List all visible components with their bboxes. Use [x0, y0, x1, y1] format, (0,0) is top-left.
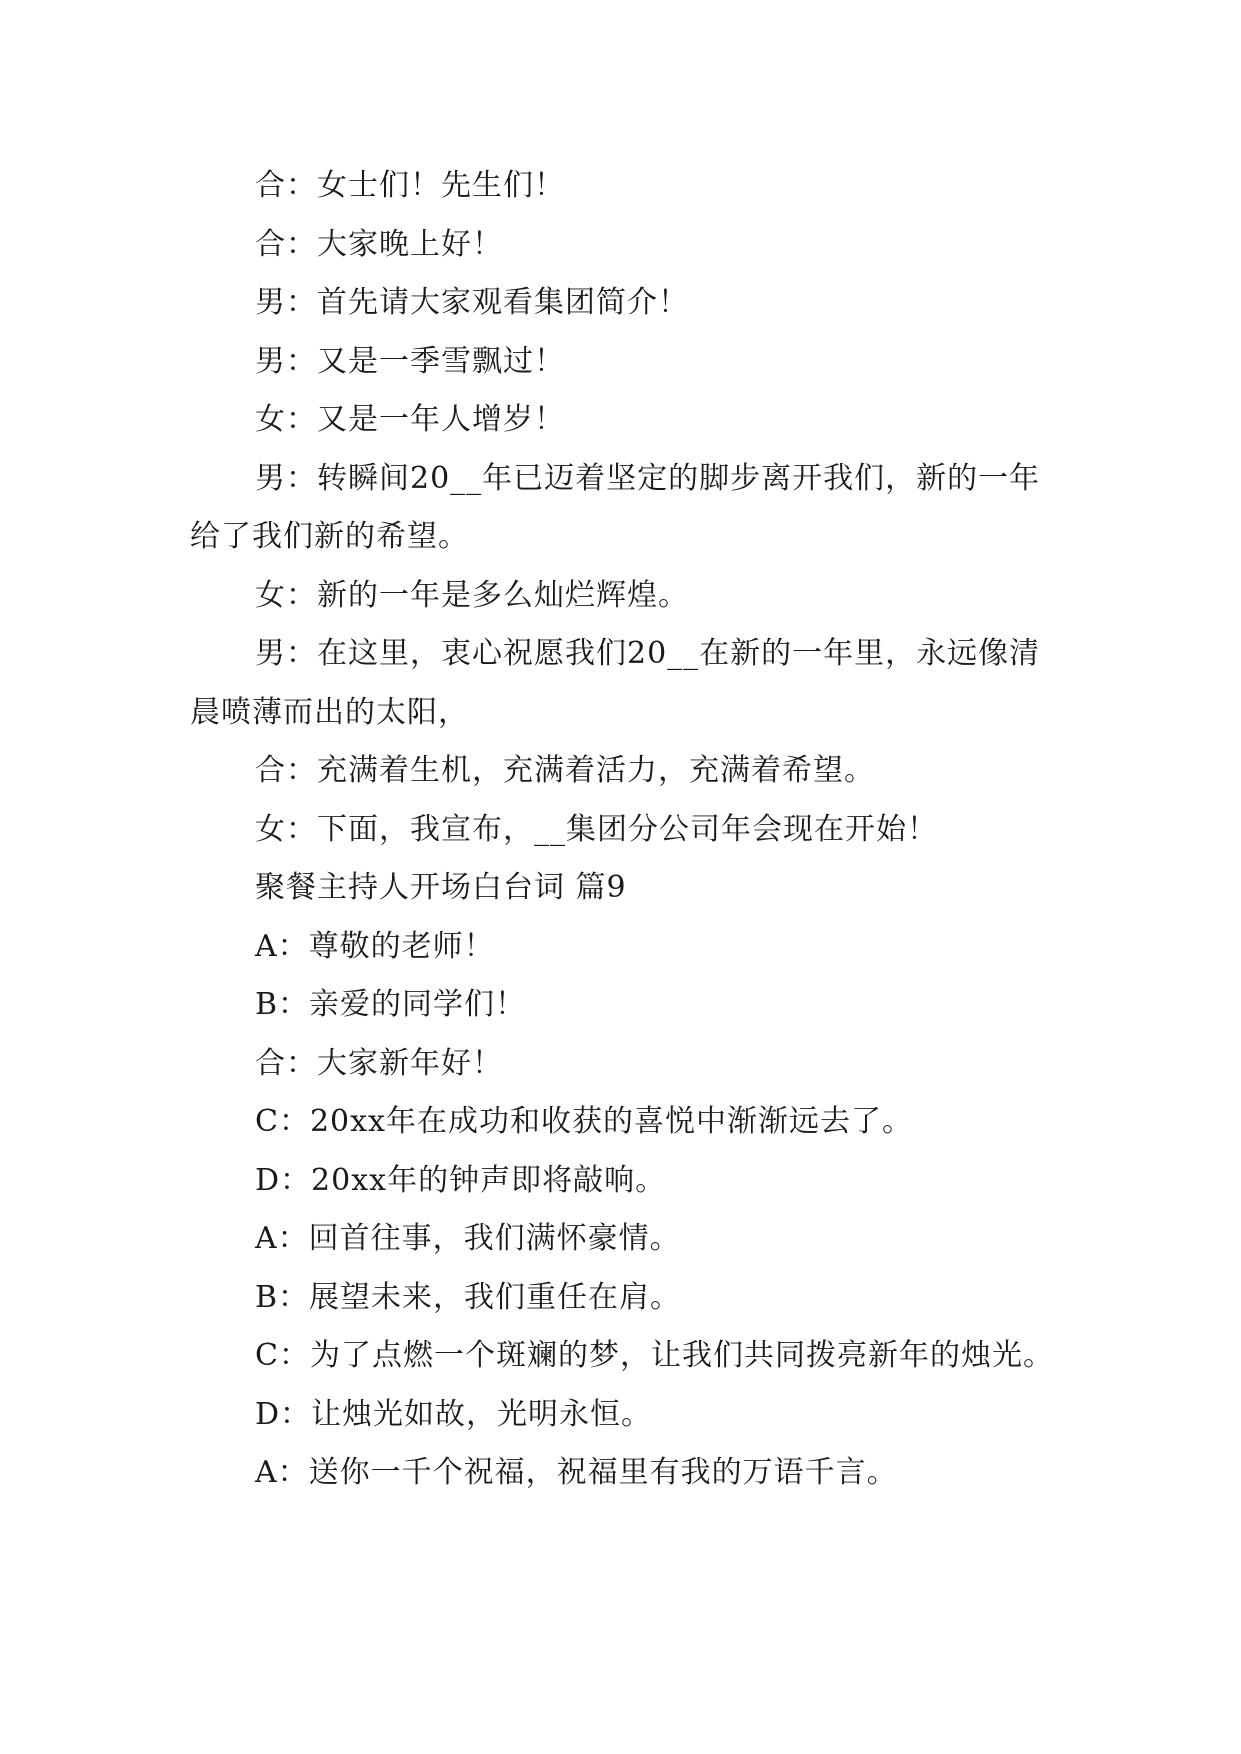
paragraph: 合：大家新年好！ [255, 1045, 503, 1081]
section-heading: 聚餐主持人开场白台词 篇9 [255, 870, 627, 905]
paragraph: A：尊敬的老师！ [255, 928, 495, 964]
paragraph: 合：充满着生机，充满着活力，充满着希望。 [255, 753, 875, 788]
paragraph: B：亲爱的同学们！ [255, 987, 527, 1022]
paragraph: 男：转瞬间20__年已迈着坚定的脚步离开我们，新的一年给了我们新的希望。 [190, 460, 1041, 554]
paragraph: B：展望未来，我们重任在肩。 [255, 1279, 682, 1315]
paragraph: 男：在这里，衷心祝愿我们20__在新的一年里，永远像清晨喷薄而出的太阳， [190, 636, 1041, 730]
paragraph: C：为了点燃一个斑斓的梦，让我们共同拨亮新年的烛光。 [255, 1338, 1054, 1373]
paragraph: 女：新的一年是多么灿烂辉煌。 [255, 577, 689, 613]
paragraph: 女：又是一年人增岁！ [255, 402, 565, 437]
paragraph: 合：大家晚上好！ [255, 226, 503, 262]
paragraph: D：让烛光如故，光明永恒。 [255, 1396, 653, 1432]
paragraph: 女：下面，我宣布，__集团分公司年会现在开始！ [255, 811, 938, 847]
paragraph: C：20xx年在成功和收获的喜悦中渐渐远去了。 [255, 1104, 913, 1139]
paragraph: 合：女士们！先生们！ [255, 168, 565, 203]
paragraph: A：送你一千个祝福，祝福里有我的万语千言。 [255, 1455, 898, 1490]
paragraph: A：回首往事，我们满怀豪情。 [255, 1221, 681, 1256]
paragraph: 男：首先请大家观看集团简介！ [255, 285, 689, 320]
paragraph: D：20xx年的钟声即将敲响。 [255, 1162, 667, 1198]
paragraph: 男：又是一季雪飘过！ [255, 343, 565, 379]
document-body [190, 157, 1060, 1503]
